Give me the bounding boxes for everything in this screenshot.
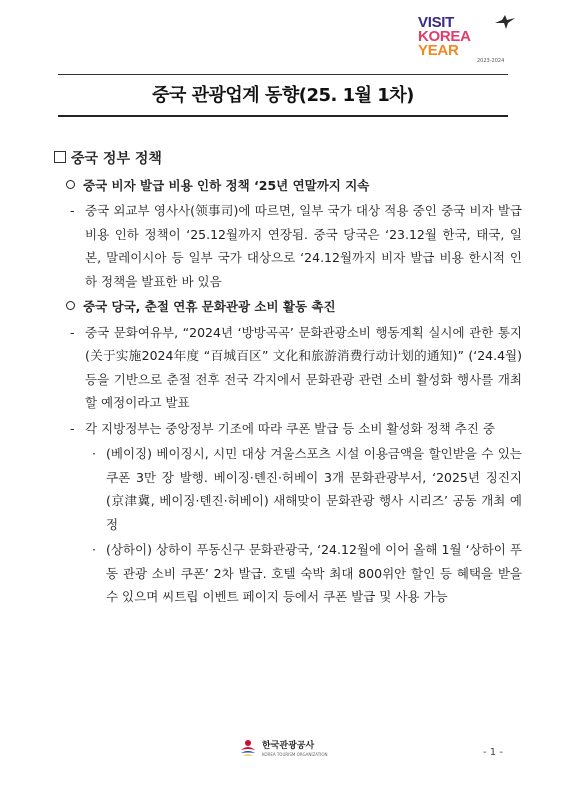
document-body (54, 148, 522, 609)
kto-emblem-icon (238, 738, 258, 760)
kto-logo (238, 738, 327, 760)
list-item-text: 각 지방정부는 중앙정부 기조에 따라 쿠폰 발급 등 소비 활성화 정책 추진 중 (85, 420, 495, 436)
visit-korea-year-logo (418, 16, 518, 66)
title-bottom-rule (58, 115, 508, 117)
section-title: 중국 정부 정책 (71, 151, 162, 167)
middle-dot-marker: · (92, 542, 96, 557)
page-title: 중국 관광업계 동향(25. 1월 1차) (152, 85, 414, 106)
dash-marker: - (70, 420, 75, 436)
circle-bullet-icon (66, 180, 75, 189)
logo-years: 2023-2024 (477, 58, 505, 64)
kto-name-english: KOREA TOURISM ORGANIZATION (262, 751, 328, 757)
bullet-item (54, 538, 522, 609)
logo-line-korea: KOREA (418, 28, 471, 45)
section-heading (54, 148, 522, 172)
list-item (54, 199, 522, 293)
list-item (54, 321, 522, 415)
list-item (54, 417, 522, 441)
dash-marker: - (70, 203, 75, 218)
subsection-heading-2 (54, 295, 522, 319)
subsection-title-2: 중국 당국, 춘절 연휴 문화관광 소비 활동 촉진 (83, 299, 336, 314)
middle-dot-marker: · (92, 446, 96, 461)
circle-bullet-icon (66, 301, 75, 310)
logo-line-year: YEAR (418, 42, 459, 59)
page-number: - 1 - (483, 747, 503, 758)
bird-icon (494, 14, 516, 30)
list-item-text: 중국 문화여유부, “2024년 ‘방방곡곡’ 문화관광소비 행동계획 실시에 관한 통지(关于实施2024年度 “百城百区” 文化和旅游消费行动计划的通知)” (‘24.4월) 등을 기반으로 춘절 전후 전국 각지에서 문화관광 관련 소비 활성화 행사를 개최할 예정이라고 발표 (85, 324, 522, 410)
subsection-heading-1 (54, 174, 522, 198)
checkbox-square-icon (54, 151, 66, 163)
subsection-title-1: 중국 비자 발급 비용 인하 정책 ‘25년 연말까지 지속 (83, 177, 370, 193)
bullet-item-text: (베이징) 베이징시, 시민 대상 겨울스포츠 시설 이용금액을 할인받을 수 있는 쿠폰 3만 장 발행. 베이징·톈진·허베이 3개 문화관광부서, ‘2025년 징진지(京津冀, 베이징·톈진·허베이) 새해맞이 문화관광 행사 시리즈’ 공동 개최 예정 (106, 446, 522, 532)
bullet-item (54, 442, 522, 536)
logo-line-visit: VISIT (418, 14, 455, 31)
dash-marker: - (70, 324, 75, 340)
title-block (58, 74, 508, 117)
kto-name-korean: 한국관광공사 (262, 740, 315, 751)
bullet-item-text: (상하이) 상하이 푸동신구 문화관광국, ‘24.12월에 이어 올해 1월 ‘상하이 푸동 관광 소비 쿠폰’ 2차 발급. 호텔 숙박 최대 800위안 할인 등 혜택을 받을 수 있으며 씨트립 이벤트 페이지 등에서 쿠폰 발급 및 사용 가능 (106, 542, 522, 604)
list-item-text: 중국 외교부 영사사(领事司)에 따르면, 일부 국가 대상 적용 중인 중국 비자 발급 비용 인하 정책이 ‘25.12월까지 연장됨. 중국 당국은 ‘23.12월 한국, 태국, 일본, 말레이시아 등 일부 국가 대상으로 ‘24.12월까지 비자 발급 비용 한시적 인하 정책을 발표한 바 있음 (85, 203, 522, 289)
